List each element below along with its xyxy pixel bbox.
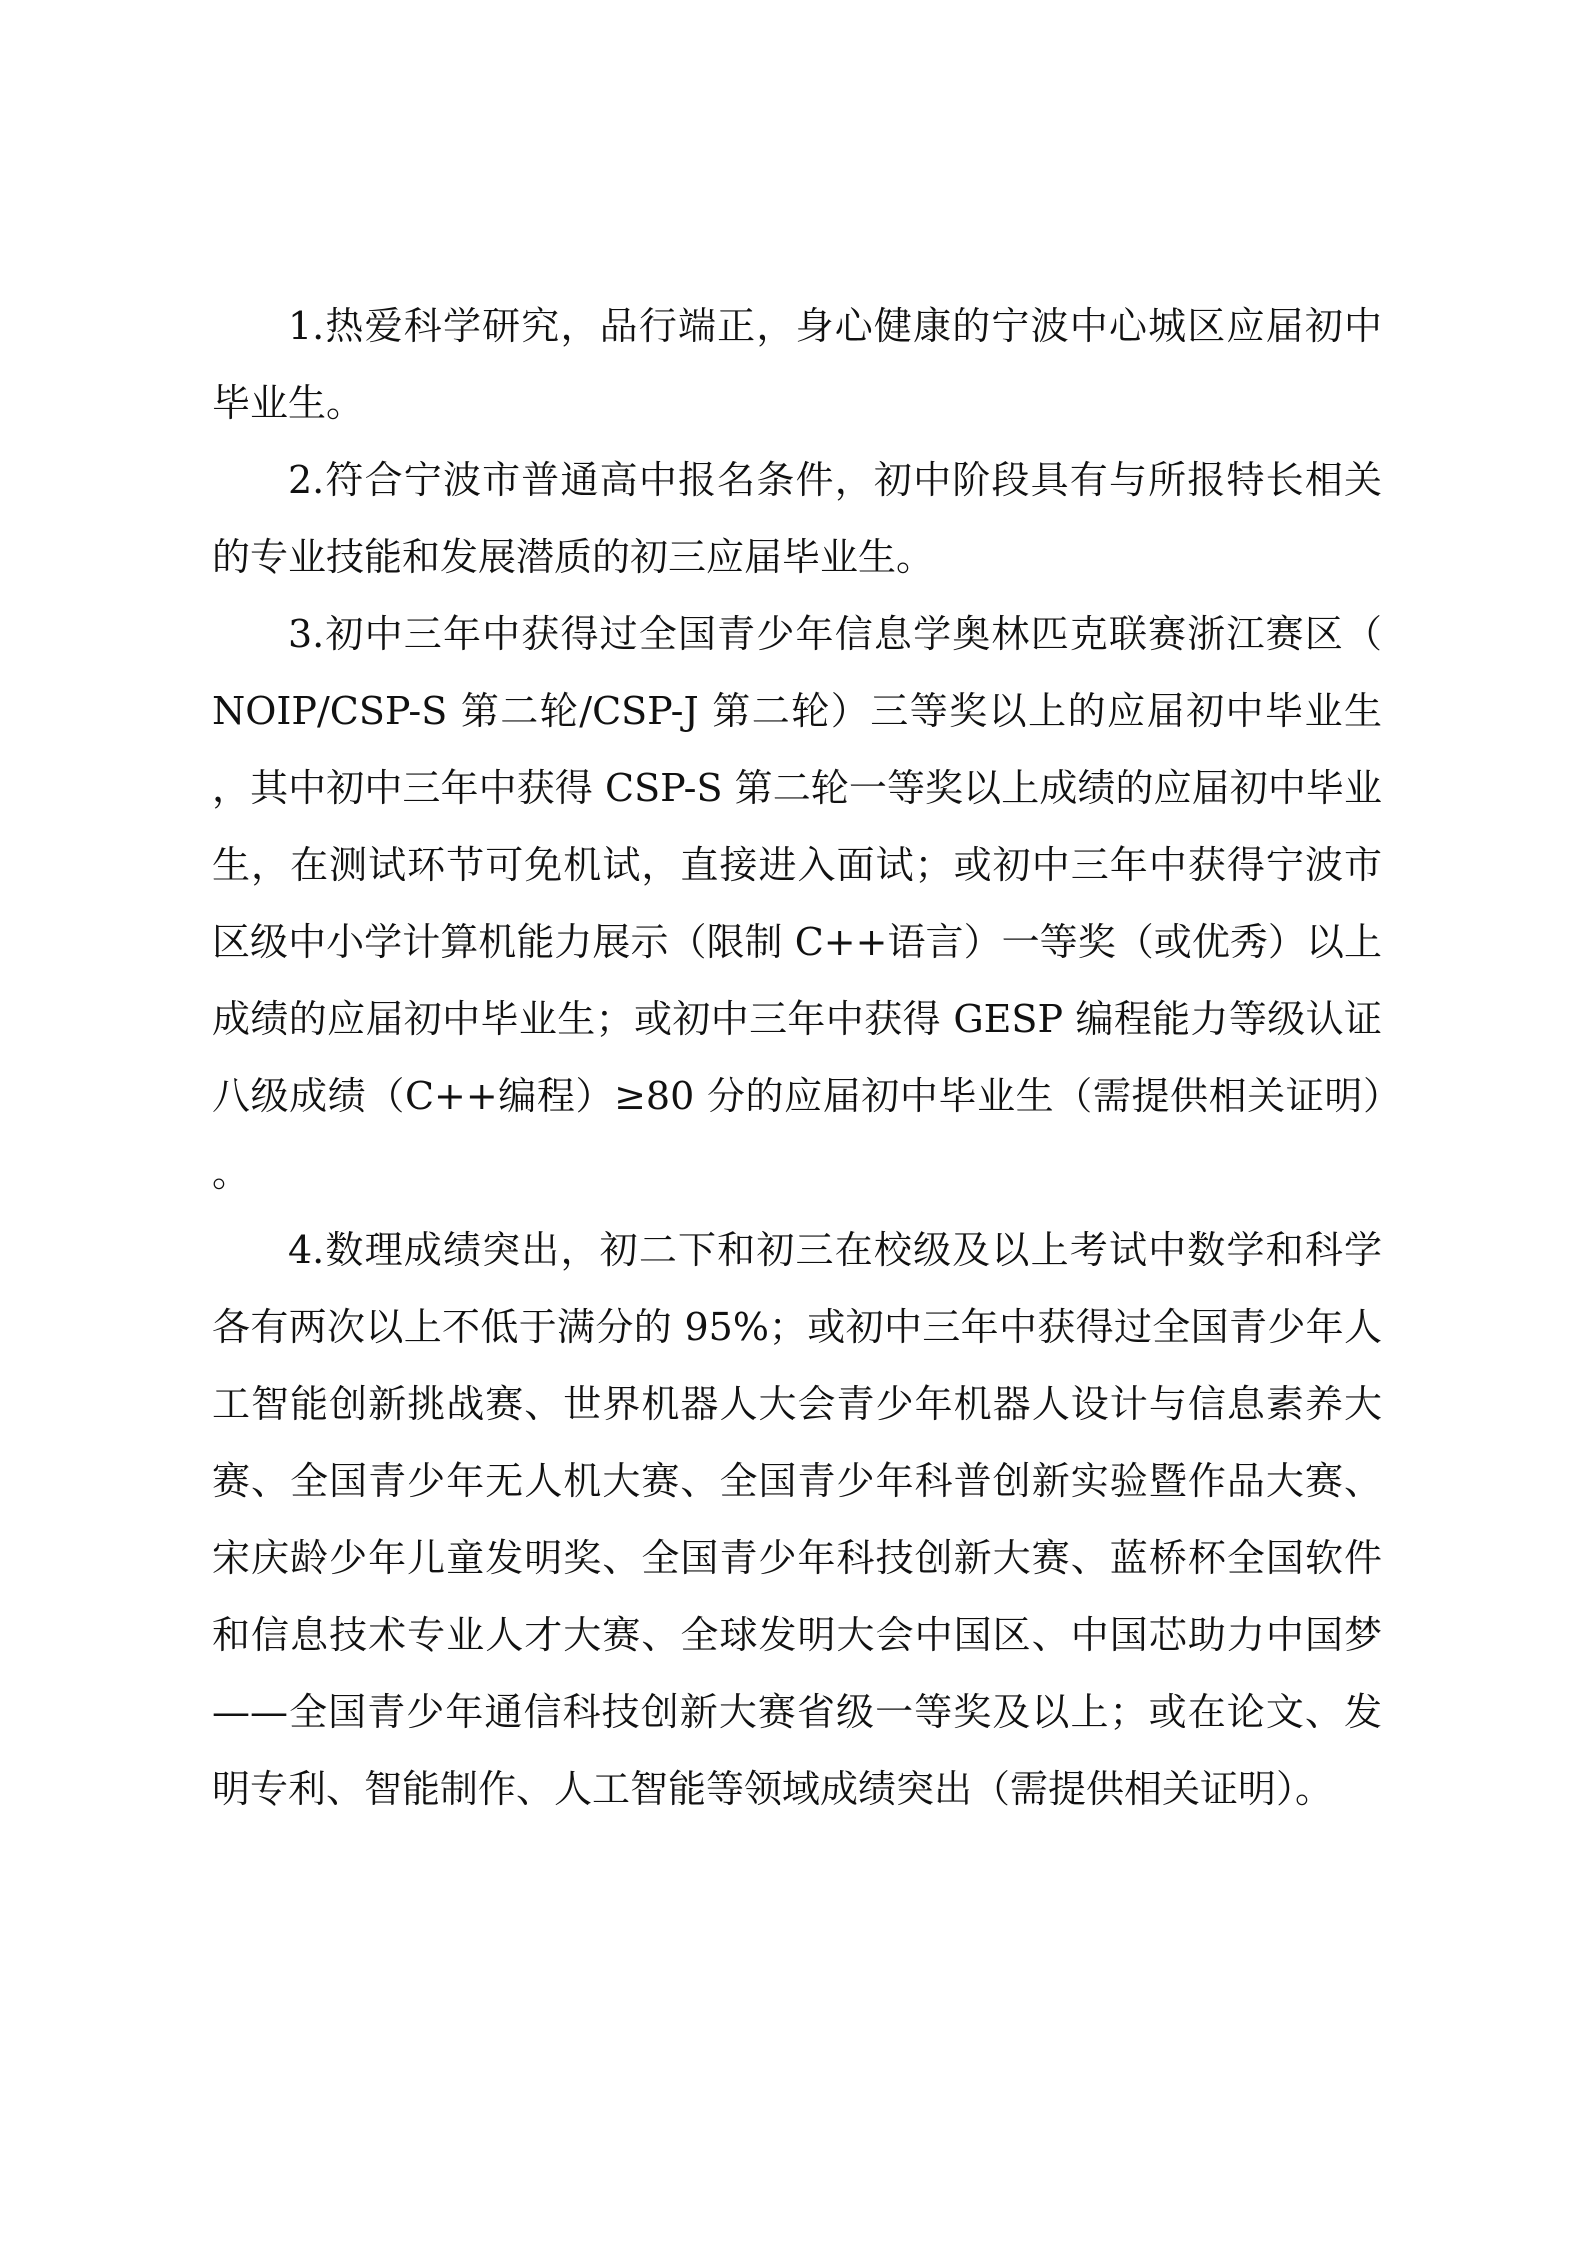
paragraph-4: 4.数理成绩突出，初二下和初三在校级及以上考试中数学和科学各有两次以上不低于满分的 95%；或初中三年中获得过全国青少年人工智能创新挑战赛、世界机器人大会青少年机器人设计与信息素养大赛、全国青少年无人机大赛、全国青少年科普创新实验暨作品大赛、宋庆龄少年儿童发明奖、全国青少年科技创新大赛、蓝桥杯全国软件和信息技术专业人才大赛、全球发明大会中国区、中国芯助力中国梦——全国青少年通信科技创新大赛省级一等奖及以上；或在论文、发明专利、智能制作、人工智能等领域成绩突出（需提供相关证明）。	[212, 1228, 1382, 1811]
paragraph-1: 1.热爱科学研究，品行端正，身心健康的宁波中心城区应届初中毕业生。	[212, 304, 1382, 425]
document-body	[212, 288, 1382, 1828]
paragraph-2: 2.符合宁波市普通高中报名条件，初中阶段具有与所报特长相关的专业技能和发展潜质的初三应届毕业生。	[212, 458, 1382, 579]
paragraph-3: 3.初中三年中获得过全国青少年信息学奥林匹克联赛浙江赛区（NOIP/CSP-S 第二轮/CSP-J 第二轮）三等奖以上的应届初中毕业生，其中初中三年中获得 CSP-S 第二轮一等奖以上成绩的应届初中毕业生，在测试环节可免机试，直接进入面试；或初中三年中获得宁波市区级中小学计算机能力展示（限制 C++语言）一等奖（或优秀）以上成绩的应届初中毕业生；或初中三年中获得 GESP 编程能力等级认证八级成绩（C++编程）≥80 分的应届初中毕业生（需提供相关证明）。	[212, 612, 1382, 1195]
